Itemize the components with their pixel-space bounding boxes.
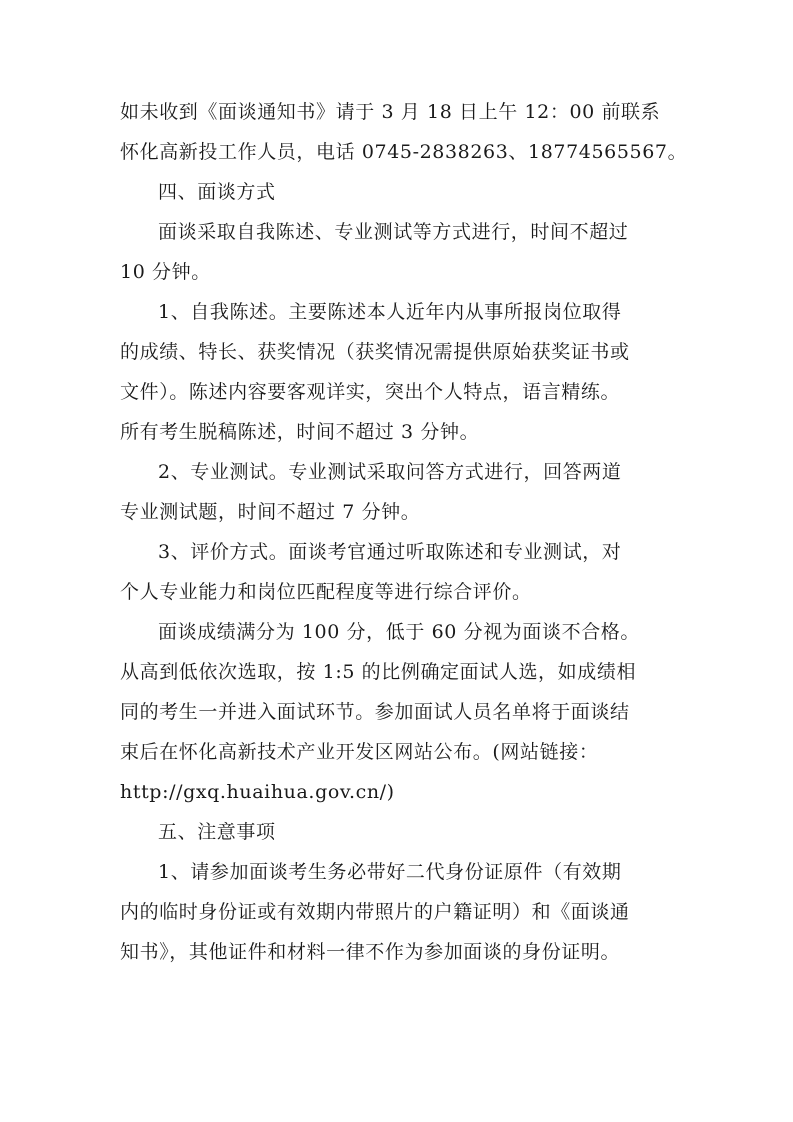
text-line: 3、评价方式。面谈考官通过听取陈述和专业测试，对 bbox=[158, 541, 622, 563]
text-line: 1、自我陈述。主要陈述本人近年内从事所报岗位取得 bbox=[158, 301, 622, 323]
text-line: 怀化高新投工作人员，电话 0745-2838263、18774565567。 bbox=[120, 141, 688, 163]
text-line: 1、请参加面谈考生务必带好二代身份证原件（有效期 bbox=[158, 861, 622, 883]
text-line: 面谈采取自我陈述、专业测试等方式进行，时间不超过 bbox=[158, 221, 629, 243]
text-line: 内的临时身份证或有效期内带照片的户籍证明）和《面谈通 bbox=[120, 901, 630, 923]
text-line: 同的考生一并进入面试环节。参加面试人员名单将于面谈结 bbox=[120, 701, 630, 723]
text-line: 专业测试题，时间不超过 7 分钟。 bbox=[120, 501, 421, 523]
text-line: 10 分钟。 bbox=[120, 261, 211, 283]
section-heading: 四、面谈方式 bbox=[158, 181, 276, 203]
website-link-text: http://gxq.huaihua.gov.cn/) bbox=[120, 781, 395, 803]
text-line: 个人专业能力和岗位匹配程度等进行综合评价。 bbox=[120, 581, 532, 603]
document-body bbox=[120, 92, 688, 972]
text-line: 2、专业测试。专业测试采取问答方式进行，回答两道 bbox=[158, 461, 622, 483]
text-line: 文件）。陈述内容要客观详实，突出个人特点，语言精练。 bbox=[120, 381, 621, 403]
text-line: 如未收到《面谈通知书》请于 3 月 18 日上午 12：00 前联系 bbox=[120, 101, 661, 123]
text-line: 束后在怀化高新技术产业开发区网站公布。(网站链接： bbox=[120, 741, 599, 763]
text-line: 知书》，其他证件和材料一律不作为参加面谈的身份证明。 bbox=[120, 941, 621, 963]
text-line: 面谈成绩满分为 100 分，低于 60 分视为面谈不合格。 bbox=[158, 621, 641, 643]
text-line: 的成绩、特长、获奖情况（获奖情况需提供原始获奖证书或 bbox=[120, 341, 630, 363]
section-heading: 五、注意事项 bbox=[158, 821, 276, 843]
text-line: 从高到低依次选取，按 1:5 的比例确定面试人选，如成绩相 bbox=[120, 661, 637, 683]
text-line: 所有考生脱稿陈述，时间不超过 3 分钟。 bbox=[120, 421, 480, 443]
